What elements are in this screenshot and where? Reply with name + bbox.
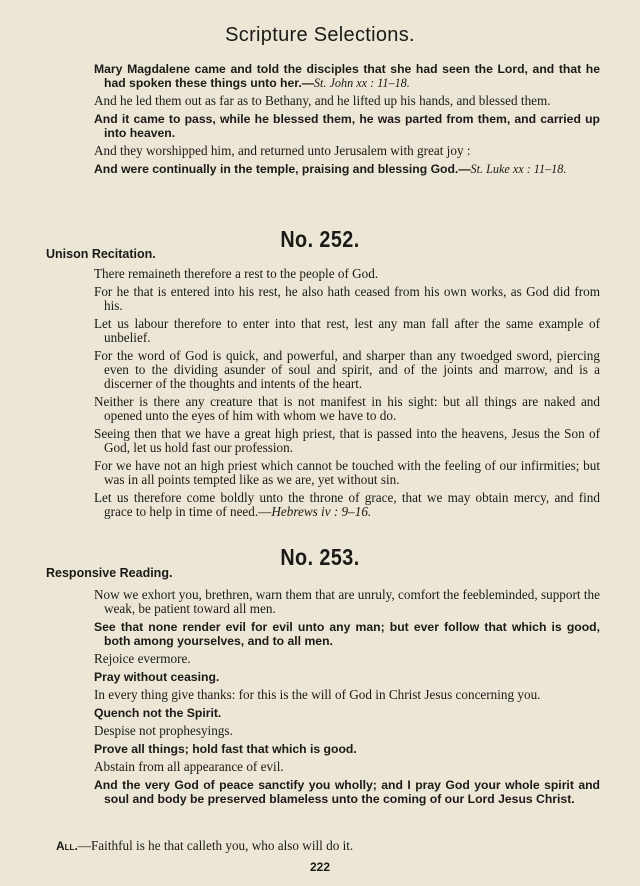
verse <box>94 112 600 140</box>
verse <box>94 588 600 616</box>
verse-text: In every thing give thanks: for this is the will of God in Christ Jesus concerning you. <box>94 687 541 702</box>
verse-citation: St. Luke xx : 11–18. <box>470 162 567 176</box>
verse-text: See that none render evil for evil unto any man; but ever follow that which is good, both among yourselves, and to all men. <box>94 620 600 648</box>
verse <box>94 670 600 684</box>
section-253-verses <box>0 588 640 810</box>
verse <box>94 652 600 666</box>
verse-text: Seeing then that we have a great high priest, that is passed into the heavens, Jesus the Son of God, let us hold fast our profession. <box>94 426 600 455</box>
verse-text: Abstain from all appearance of evil. <box>94 759 284 774</box>
verse-text: Now we exhort you, brethren, warn them that are unruly, comfort the feebleminded, support the weak, be patient toward all men. <box>94 587 600 616</box>
page-header-title: Scripture Selections. <box>225 24 415 46</box>
verse-text: And the very God of peace sanctify you wholly; and I pray God your whole spirit and soul and body be preserved blameless unto the coming of our Lord Jesus Christ. <box>94 778 600 806</box>
top-selection <box>0 62 640 180</box>
section-label: Unison Recitation. <box>46 247 156 261</box>
verse-citation: Hebrews iv : 9–16. <box>271 504 372 519</box>
verse <box>94 395 600 423</box>
verse <box>94 688 600 702</box>
section-number: No. 252. <box>280 226 360 252</box>
verse-text: Quench not the Spirit. <box>94 706 222 720</box>
verse <box>94 285 600 313</box>
verse-text: Mary Magdalene came and told the disciples that she had seen the Lord, and that he had spoken these things unto her.— <box>94 62 600 90</box>
verse <box>94 724 600 738</box>
verse <box>94 760 600 774</box>
verse-text: And they worshipped him, and returned unto Jerusalem with great joy : <box>94 143 471 158</box>
verse <box>94 491 600 519</box>
verse-text: For the word of God is quick, and powerful, and sharper than any twoedged sword, piercing even to the dividing asunder of soul and spirit, and of the joints and marrow, and is a discerner of the thoughts and intents of the heart. <box>94 348 600 391</box>
verse <box>94 620 600 648</box>
verse-text: For we have not an high priest which cannot be touched with the feeling of our infirmities; but was in all points tempted like as we are, yet without sin. <box>94 458 600 487</box>
verse <box>94 459 600 487</box>
verse-text: Neither is there any creature that is not manifest in his sight: but all things are naked and opened unto the eyes of him with whom we have to do. <box>94 394 600 423</box>
page-number: 222 <box>309 860 331 874</box>
verse <box>94 778 600 806</box>
verse <box>94 94 600 108</box>
verse-text: Let us labour therefore to enter into that rest, lest any man fall after the same example of unbelief. <box>94 316 600 345</box>
verse <box>94 706 600 720</box>
all-response <box>56 838 616 854</box>
section-number: No. 253. <box>280 544 360 570</box>
verse <box>94 267 600 281</box>
all-text: —Faithful is he that calleth you, who also will do it. <box>77 838 354 853</box>
verse-text: There remaineth therefore a rest to the people of God. <box>94 266 379 281</box>
section-label: Responsive Reading. <box>46 566 173 580</box>
verse-text: Rejoice evermore. <box>94 651 191 666</box>
verse-text: Despise not prophesyings. <box>94 723 233 738</box>
verse <box>94 317 600 345</box>
verse-text: Pray without ceasing. <box>94 670 220 684</box>
all-tag: All. <box>56 839 78 853</box>
verse <box>94 742 600 756</box>
verse-text: And were continually in the temple, praising and blessing God.— <box>94 162 471 176</box>
verse <box>94 349 600 391</box>
verse <box>94 62 600 90</box>
verse-text: Prove all things; hold fast that which is good. <box>94 742 357 756</box>
verse-text: Let us therefore come boldly unto the throne of grace, that we may obtain mercy, and find grace to help in time of need.— <box>94 490 600 519</box>
verse-citation: St. John xx : 11–18. <box>313 76 410 90</box>
verse <box>94 162 600 176</box>
verse-text: And he led them out as far as to Bethany, and he lifted up his hands, and blessed them. <box>94 93 551 108</box>
verse-text: For he that is entered into his rest, he also hath ceased from his own works, as God did from his. <box>94 284 600 313</box>
section-252-verses <box>0 267 640 523</box>
verse <box>94 427 600 455</box>
verse-text: And it came to pass, while he blessed them, he was parted from them, and carried up into heaven. <box>94 112 600 140</box>
verse <box>94 144 600 158</box>
